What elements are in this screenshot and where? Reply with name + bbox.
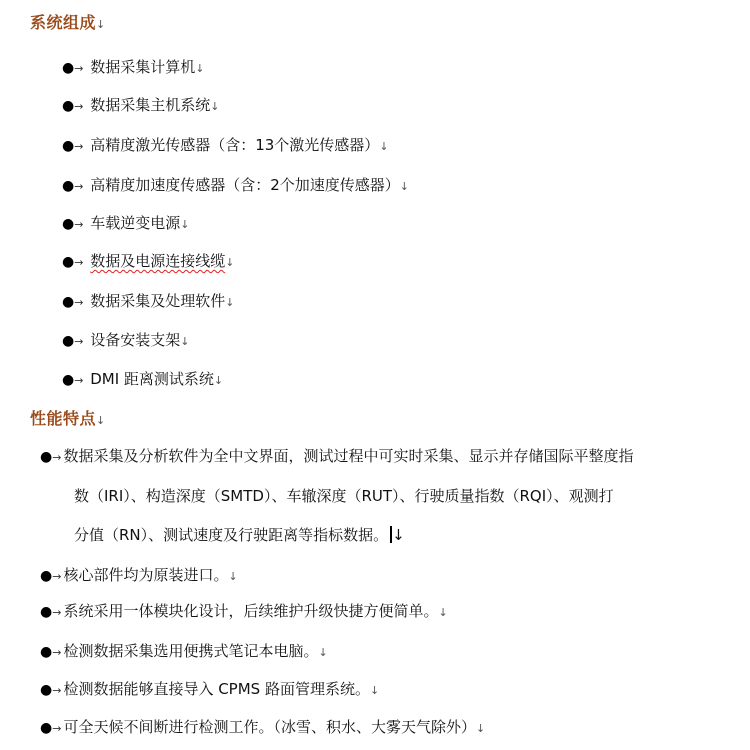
bullet-icon: ● bbox=[62, 294, 75, 310]
paragraph-mark: ↓ bbox=[180, 218, 190, 231]
paragraph-mark: ↓ bbox=[438, 606, 448, 619]
bullet-icon: ● bbox=[62, 216, 75, 232]
bullet-icon: ● bbox=[62, 333, 75, 349]
bullet-icon: ● bbox=[40, 568, 53, 584]
composition-item-text: 数据采集主机系统 bbox=[90, 96, 211, 114]
paragraph-mark: ↓ bbox=[369, 684, 380, 697]
paragraph-mark: ↓ bbox=[318, 646, 328, 659]
arrow-icon: → bbox=[74, 100, 84, 113]
paragraph-mark: ↓ bbox=[399, 180, 409, 193]
composition-item bbox=[62, 94, 219, 115]
composition-item-text: 高精度加速度传感器（含：2个加速度传感器） bbox=[90, 176, 400, 194]
heading-performance-features: 性能特点↓ bbox=[30, 409, 106, 428]
composition-item bbox=[62, 56, 204, 77]
arrow-icon: → bbox=[52, 451, 62, 464]
paragraph-mark: ↓ bbox=[392, 526, 405, 544]
feature-item bbox=[40, 600, 448, 621]
feature-item bbox=[40, 716, 485, 737]
bullet-icon: ● bbox=[62, 138, 75, 154]
composition-item-text: 设备安装支架 bbox=[90, 331, 181, 349]
arrow-icon: → bbox=[74, 180, 84, 193]
bullet-icon: ● bbox=[62, 98, 75, 114]
bullet-icon: ● bbox=[62, 254, 75, 270]
feature-item-text: 可全天候不间断进行检测工作。（冰雪、积水、大雾天气除外） bbox=[63, 718, 476, 736]
feature-item-text: 检测数据能够直接导入 CPMS 路面管理系统。 bbox=[63, 680, 370, 698]
feature-item bbox=[40, 445, 633, 466]
arrow-icon: → bbox=[52, 606, 62, 619]
bullet-icon: ● bbox=[62, 178, 75, 194]
composition-item bbox=[62, 134, 389, 155]
arrow-icon: → bbox=[52, 570, 62, 583]
paragraph-mark: ↓ bbox=[195, 62, 205, 75]
feature-item-text: 系统采用一体模块化设计，后续维护升级快捷方便简单。 bbox=[63, 602, 439, 620]
composition-item bbox=[62, 250, 234, 271]
paragraph-mark: ↓ bbox=[475, 722, 486, 735]
composition-item-text: DMI 距离测试系统 bbox=[90, 370, 214, 388]
feature-item-text: 检测数据采集选用便携式笔记本电脑。 bbox=[63, 642, 319, 660]
feature-text-line3: 分值（RN）、测试速度及行驶距离等指标数据。 bbox=[74, 526, 389, 544]
feature-item-text: 核心部件均为原装进口。 bbox=[63, 566, 229, 584]
arrow-icon: → bbox=[74, 296, 84, 309]
bullet-icon: ● bbox=[40, 682, 53, 698]
feature-item bbox=[40, 678, 379, 699]
feature-text-line1: 数据采集及分析软件为全中文界面，测试过程中可实时采集、显示并存储国际平整度指 bbox=[63, 447, 634, 465]
feature-continuation bbox=[74, 524, 405, 545]
composition-item bbox=[62, 290, 234, 311]
heading-system-composition: 系统组成↓ bbox=[30, 13, 106, 32]
composition-item-text: 数据采集计算机 bbox=[90, 58, 196, 76]
bullet-icon: ● bbox=[62, 372, 75, 388]
arrow-icon: → bbox=[52, 684, 62, 697]
arrow-icon: → bbox=[74, 335, 84, 348]
composition-item bbox=[62, 368, 223, 389]
paragraph-mark: ↓ bbox=[96, 414, 106, 427]
composition-item-text: 高精度激光传感器（含：13个激光传感器） bbox=[90, 136, 380, 154]
bullet-icon: ● bbox=[40, 720, 53, 736]
feature-text-line2: 数（IRI）、构造深度（SMTD）、车辙深度（RUT）、行驶质量指数（RQI）、观测打 bbox=[74, 487, 614, 505]
feature-item bbox=[40, 564, 238, 585]
composition-item-text: 车载逆变电源 bbox=[90, 214, 181, 232]
arrow-icon: → bbox=[74, 374, 84, 387]
composition-item-text: 数据采集及处理软件 bbox=[90, 292, 226, 310]
arrow-icon: → bbox=[52, 722, 62, 735]
composition-item-text: 数据及电源连接线缆 bbox=[90, 252, 226, 270]
composition-item bbox=[62, 174, 409, 195]
bullet-icon: ● bbox=[40, 644, 53, 660]
feature-continuation bbox=[74, 485, 614, 506]
arrow-icon: → bbox=[74, 218, 84, 231]
bullet-icon: ● bbox=[40, 604, 53, 620]
paragraph-mark: ↓ bbox=[213, 374, 224, 387]
paragraph-mark: ↓ bbox=[225, 256, 235, 269]
bullet-icon: ● bbox=[40, 449, 53, 465]
composition-item bbox=[62, 329, 189, 350]
paragraph-mark: ↓ bbox=[228, 570, 238, 583]
paragraph-mark: ↓ bbox=[225, 296, 235, 309]
paragraph-mark: ↓ bbox=[379, 140, 389, 153]
arrow-icon: → bbox=[74, 62, 84, 75]
paragraph-mark: ↓ bbox=[96, 18, 106, 31]
arrow-icon: → bbox=[52, 646, 62, 659]
feature-item bbox=[40, 640, 328, 661]
bullet-icon: ● bbox=[62, 60, 75, 76]
arrow-icon: → bbox=[74, 256, 84, 269]
paragraph-mark: ↓ bbox=[210, 100, 220, 113]
arrow-icon: → bbox=[74, 140, 84, 153]
composition-item bbox=[62, 212, 189, 233]
paragraph-mark: ↓ bbox=[180, 335, 190, 348]
